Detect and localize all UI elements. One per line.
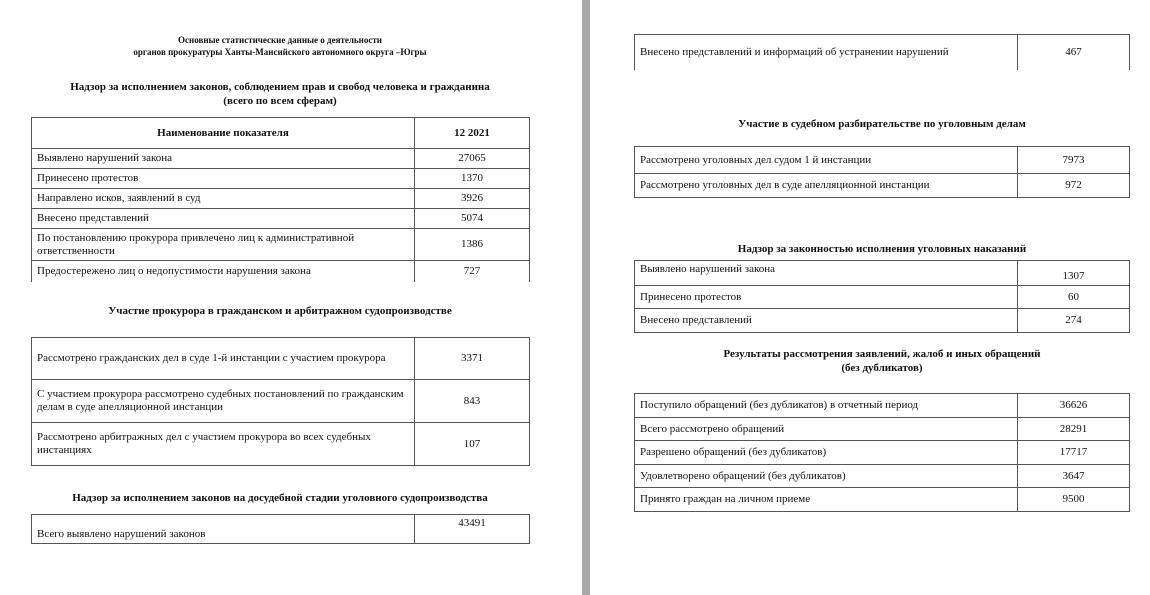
section-title-civil-arbitration: Участие прокурора в гражданском и арбитражном судопроизводстве bbox=[108, 305, 452, 317]
row-label: Удовлетворено обращений (без дубликатов) bbox=[635, 465, 1018, 488]
table-row bbox=[32, 189, 530, 209]
row-label: Всего рассмотрено обращений bbox=[635, 418, 1018, 441]
row-label: Всего выявлено нарушений законов bbox=[32, 515, 415, 544]
row-label: Внесено представлений и информаций об устранении нарушений bbox=[635, 35, 1018, 70]
table-row bbox=[635, 441, 1130, 465]
row-value: 28291 bbox=[1018, 418, 1130, 441]
section-title-line-2: (без дубликатов) bbox=[841, 362, 923, 374]
row-value: 9500 bbox=[1018, 488, 1130, 512]
table-criminal-trial bbox=[634, 146, 1130, 198]
table-punishment bbox=[634, 260, 1130, 333]
row-value: 1370 bbox=[415, 169, 530, 189]
table-row bbox=[32, 338, 530, 380]
row-label: Принесено протестов bbox=[635, 286, 1018, 309]
table-row bbox=[635, 261, 1130, 286]
row-label: Принято граждан на личном приеме bbox=[635, 488, 1018, 512]
row-value: 843 bbox=[415, 380, 530, 423]
table-row bbox=[635, 394, 1130, 418]
document-page-right bbox=[590, 0, 1150, 595]
row-label: С участием прокурора рассмотрено судебных постановлений по гражданским делам в суде апелляционной инстанции bbox=[32, 380, 415, 423]
row-label: Рассмотрено арбитражных дел с участием прокурора во всех судебных инстанциях bbox=[32, 423, 415, 466]
row-value: 727 bbox=[415, 261, 530, 282]
row-value: 274 bbox=[1018, 309, 1130, 333]
row-value: 43491 bbox=[415, 515, 530, 544]
row-label: Рассмотрено уголовных дел в суде апелляционной инстанции bbox=[635, 174, 1018, 198]
table-row bbox=[635, 35, 1130, 70]
row-value: 5074 bbox=[415, 209, 530, 229]
table-row bbox=[32, 149, 530, 169]
row-label: Предостережено лиц о недопустимости нарушения закона bbox=[32, 261, 415, 282]
row-value: 60 bbox=[1018, 286, 1130, 309]
row-value: 3647 bbox=[1018, 465, 1130, 488]
table-row bbox=[32, 169, 530, 189]
row-value: 7973 bbox=[1018, 147, 1130, 174]
table-row bbox=[32, 229, 530, 261]
row-label: Принесено протестов bbox=[32, 169, 415, 189]
table-appeals bbox=[634, 393, 1130, 512]
row-label: Направлено исков, заявлений в суд bbox=[32, 189, 415, 209]
row-label: Разрешено обращений (без дубликатов) bbox=[635, 441, 1018, 465]
section-title-line-1: Результаты рассмотрения заявлений, жалоб и иных обращений bbox=[723, 348, 1041, 360]
row-value: 1386 bbox=[415, 229, 530, 261]
table-pretrial-continued bbox=[634, 34, 1130, 70]
row-value: 3926 bbox=[415, 189, 530, 209]
table-row bbox=[635, 286, 1130, 309]
table-row bbox=[32, 515, 530, 544]
section-title-punishment: Надзор за законностью исполнения уголовных наказаний bbox=[737, 243, 1027, 255]
table-row bbox=[635, 309, 1130, 333]
document-title-line-1: Основные статистические данные о деятельности bbox=[178, 35, 382, 45]
document-title bbox=[30, 34, 530, 58]
column-header-name: Наименование показателя bbox=[32, 118, 415, 149]
column-header-period: 12 2021 bbox=[415, 118, 530, 149]
table-row bbox=[32, 209, 530, 229]
section-title-criminal-trial: Участие в судебном разбирательстве по уголовным делам bbox=[738, 118, 1026, 130]
document-title-line-2: органов прокуратуры Ханты-Мансийского автономного округа –Югры bbox=[133, 47, 427, 57]
table-row bbox=[635, 147, 1130, 174]
table-row bbox=[635, 174, 1130, 198]
table-row bbox=[32, 261, 530, 282]
row-label: Внесено представлений bbox=[32, 209, 415, 229]
row-label: По постановлению прокурора привлечено лиц к административной ответственности bbox=[32, 229, 415, 261]
row-value: 36626 bbox=[1018, 394, 1130, 418]
table-row bbox=[32, 423, 530, 466]
row-label: Поступило обращений (без дубликатов) в отчетный период bbox=[635, 394, 1018, 418]
section-title-pretrial: Надзор за исполнением законов на досудебной стадии уголовного судопроизводства bbox=[72, 492, 488, 504]
row-value: 972 bbox=[1018, 174, 1130, 198]
table-row bbox=[32, 380, 530, 423]
page-gutter bbox=[582, 0, 590, 595]
table-civil-arbitration bbox=[31, 337, 530, 466]
table-row bbox=[635, 488, 1130, 512]
row-label: Выявлено нарушений закона bbox=[635, 261, 1018, 286]
table-supervision bbox=[31, 117, 530, 282]
row-value: 1307 bbox=[1018, 261, 1130, 286]
section-title-line-2: (всего по всем сферам) bbox=[223, 95, 337, 107]
row-value: 17717 bbox=[1018, 441, 1130, 465]
section-title-appeals bbox=[634, 347, 1130, 375]
row-label: Рассмотрено гражданских дел в суде 1-й инстанции с участием прокурора bbox=[32, 338, 415, 380]
table-pretrial bbox=[31, 514, 530, 544]
table-header-row bbox=[32, 118, 530, 149]
section-title-line-1: Надзор за исполнением законов, соблюдением прав и свобод человека и гражданина bbox=[70, 81, 490, 93]
row-value: 107 bbox=[415, 423, 530, 466]
table-row bbox=[635, 418, 1130, 441]
row-value: 27065 bbox=[415, 149, 530, 169]
row-label: Выявлено нарушений закона bbox=[32, 149, 415, 169]
row-value: 3371 bbox=[415, 338, 530, 380]
row-label: Рассмотрено уголовных дел судом 1 й инстанции bbox=[635, 147, 1018, 174]
table-row bbox=[635, 465, 1130, 488]
row-label: Внесено представлений bbox=[635, 309, 1018, 333]
section-title-supervision bbox=[30, 80, 530, 108]
row-value: 467 bbox=[1018, 35, 1130, 70]
